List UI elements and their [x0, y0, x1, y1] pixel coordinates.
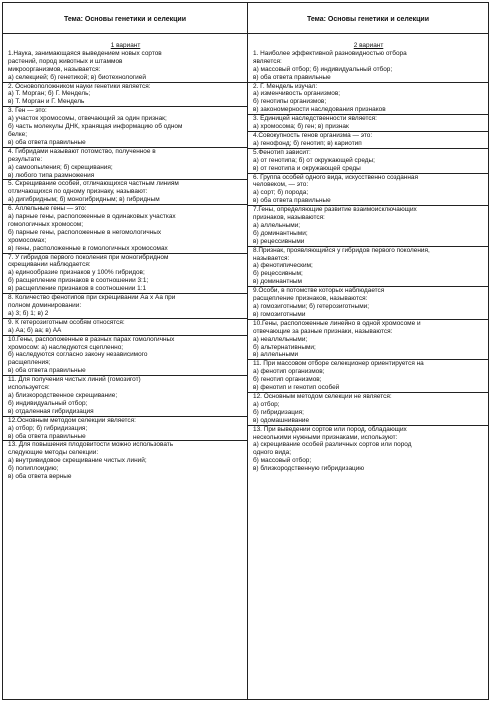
- question-text: 10.Гены, расположенные линейно в одной хромосоме и: [253, 319, 421, 327]
- question-block: [8, 336, 243, 376]
- answer-line: в) гомозиготными: [253, 310, 306, 318]
- answer-line: а) скрещивание особей различных сортов или пород: [253, 441, 412, 449]
- question-text: 11. Для получения чистых линий (гомозигот): [8, 376, 141, 384]
- question-text: 7. У гибридов первого поколения при моногибридном: [8, 253, 169, 261]
- answer-line: б) альтернативными;: [253, 343, 316, 351]
- question-text: 1.Наука, занимающаяся выведением новых сортов: [8, 49, 162, 57]
- answer-line: в) фенотип и генотип особей: [253, 384, 340, 392]
- question-block: [253, 247, 484, 287]
- answer-line: скрещивании наблюдается:: [8, 261, 91, 269]
- question-block: [8, 83, 243, 107]
- answer-line: признаков, называются:: [253, 214, 325, 222]
- question-text: 10.Гены, расположенные в разных парах гомологичных: [8, 335, 175, 343]
- question-text: 13. Для повышения плодовитости можно использовать: [8, 441, 174, 449]
- answer-line: а) селекцией; б) генетикой; в) биотехнологией: [8, 73, 146, 81]
- question-text: 9. К гетерозиготным особям относятся:: [8, 318, 125, 326]
- answer-line: а) самоопыления; б) скрещивания;: [8, 163, 113, 171]
- question-text: 12. Основным методом селекции не является:: [253, 392, 392, 400]
- answer-line: в) аллельными: [253, 351, 299, 359]
- question-block: [253, 115, 484, 131]
- answer-line: б) индивидуальный отбор;: [8, 399, 88, 407]
- variant-1-title: Тема: Основы генетики и селекции: [63, 16, 187, 23]
- answer-line: в) расщепление признаков в соотношении 1:1: [8, 285, 147, 293]
- answer-line: расщепления;: [8, 359, 51, 367]
- answer-line: а) парные гены, расположенные в одинаковых участках: [8, 213, 176, 221]
- answer-line: гомологичных хромосом;: [8, 220, 84, 228]
- answer-line: в) любого типа размножения: [8, 171, 95, 179]
- variant-2-content: [253, 42, 484, 473]
- answer-line: хромосомах;: [8, 236, 47, 244]
- answer-line: а) аллельными;: [253, 221, 301, 229]
- question-text: 4.Совокупность генов организма — это:: [253, 131, 373, 139]
- question-block: [253, 149, 484, 173]
- answer-line: а) отбор;: [253, 400, 280, 408]
- question-block: [8, 417, 243, 441]
- question-block: [8, 376, 243, 416]
- question-block: [253, 50, 484, 82]
- answer-line: а) массовый отбор; б) индивидуальный отбор;: [253, 65, 393, 73]
- question-text: 7.Гены, определяющие развитие взаимоисключающих: [253, 206, 417, 214]
- answer-line: а) единообразие признаков у 100% гибридов;: [8, 269, 145, 277]
- answer-line: в) оба ответа правильные: [8, 367, 86, 375]
- question-text: 2. Основоположником науки генетики является:: [8, 82, 151, 90]
- answer-line: б) рецессивным;: [253, 270, 303, 278]
- answer-line: в) оба ответа правильные: [8, 138, 86, 146]
- question-text: 11. При массовом отборе селекционер ориентируется на: [253, 360, 424, 368]
- answer-line: в) отдаленная гибридизация: [8, 407, 94, 415]
- question-block: [253, 287, 484, 319]
- question-text: 1. Наиболее эффективной разновидностью отбора: [253, 49, 407, 57]
- answer-line: б) парные гены, расположенные в негомологичных: [8, 228, 162, 236]
- answer-line: расщепление признаков, называются:: [253, 295, 368, 303]
- answer-line: в) Т. Морган и Г. Мендель: [8, 98, 85, 106]
- variant-2-title: Тема: Основы генетики и селекции: [306, 16, 430, 23]
- answer-line: в) оба ответа правильные: [253, 73, 331, 81]
- answer-line: полном доминировании:: [8, 302, 82, 309]
- answer-line: а) изменчивость организмов;: [253, 90, 341, 98]
- answer-line: в) оба ответа верные: [8, 473, 72, 481]
- answer-line: а) 3; б) 1; в) 2: [8, 309, 49, 317]
- answer-line: отвечающие за разные признаки, называются:: [253, 327, 393, 335]
- question-text: 8. Количество фенотипов при скрещивании Аа х Аа при: [8, 294, 176, 302]
- answer-line: следующие методы селекции:: [8, 449, 99, 457]
- question-block: [253, 132, 484, 148]
- question-block: [8, 294, 243, 318]
- answer-line: б) полиплоидию;: [8, 465, 59, 473]
- answer-line: называется:: [253, 254, 290, 262]
- answer-line: а) Т. Морган; б) Г. Мендель;: [8, 90, 91, 98]
- question-block: [8, 254, 243, 294]
- answer-line: а) от генотипа; б) от окружающей среды;: [253, 156, 375, 164]
- answer-line: а) неаллельными;: [253, 335, 308, 343]
- answer-line: микроорганизмов, называется:: [8, 65, 101, 73]
- answer-line: а) фенотип организмов;: [253, 368, 325, 376]
- answer-line: а) гомозиготными; б) гетерозиготными;: [253, 303, 370, 310]
- question-block: [253, 360, 484, 392]
- answer-line: б) генотипы организмов;: [253, 98, 327, 106]
- answer-line: б) расщепление признаков в соотношении 3:1;: [8, 277, 149, 285]
- answer-line: а) сорт; б) порода;: [253, 189, 309, 197]
- question-block: [8, 148, 243, 180]
- answer-line: растений, пород животных и штаммов: [8, 57, 123, 65]
- answer-line: а) внутривидовое скрещивание чистых линий;: [8, 457, 147, 465]
- answer-line: в) доминантным: [253, 278, 302, 286]
- question-block: [253, 174, 484, 206]
- answer-line: в) близкородственную гибридизацию: [253, 465, 365, 473]
- answer-line: б) часть молекулы ДНК, хранящая информацию об одном: [8, 123, 183, 131]
- answer-line: в) одомашнивание: [253, 416, 310, 424]
- answer-line: а) Аа; б) аа; в) АА: [8, 326, 62, 334]
- answer-line: результате:: [8, 155, 43, 163]
- answer-line: отличающихся по одному признаку, называют:: [8, 188, 148, 196]
- question-block: [253, 83, 484, 115]
- answer-line: а) участок хромосомы, отвечающий за один признак;: [8, 115, 167, 123]
- question-text: 8.Признак, проявляющийся у гибридов первого поколения,: [253, 246, 430, 254]
- answer-line: белке;: [8, 130, 27, 138]
- answer-line: несколькими нужными признаками, используют:: [253, 433, 398, 441]
- question-text: 3. Ген — это:: [8, 107, 47, 115]
- question-block: [253, 206, 484, 246]
- question-block: [253, 426, 484, 473]
- question-text: 13. При выведении сортов или пород, обладающих: [253, 425, 407, 433]
- answer-line: а) дигибридным; б) моногибридным; в) гибридным: [8, 196, 160, 204]
- question-text: 4. Гибридами называют потомство, полученное в: [8, 147, 156, 155]
- variant-1-label: 1 вариант: [110, 42, 141, 49]
- test-sheet: [2, 2, 489, 700]
- question-block: [8, 441, 243, 481]
- answer-line: одного вида;: [253, 449, 292, 457]
- answer-line: б) массовый отбор;: [253, 457, 312, 465]
- question-block: [8, 180, 243, 204]
- question-text: 9.Особи, в потомстве которых наблюдается: [253, 287, 385, 295]
- answer-line: а) фенотипическим;: [253, 262, 313, 270]
- question-block: [8, 50, 243, 82]
- answer-line: в) оба ответа правильные: [8, 432, 86, 440]
- answer-line: человеком, — это:: [253, 181, 309, 189]
- answer-line: а) близкородственное скрещивание;: [8, 391, 118, 399]
- question-text: 2. Г. Мендель изучал:: [253, 82, 318, 90]
- answer-line: а) отбор; б) гибридизация;: [8, 424, 88, 432]
- question-block: [8, 107, 243, 147]
- answer-line: используется:: [8, 384, 50, 392]
- answer-line: в) гены, расположенные в гомологичных хромосомах: [8, 244, 168, 252]
- answer-line: в) оба ответа правильные: [253, 197, 331, 205]
- answer-line: в) рецессивными: [253, 237, 305, 245]
- answer-line: а) хромосома; б) ген; в) признак: [253, 123, 349, 131]
- answer-line: а) генофонд; б) генотип; в) кариотип: [253, 139, 362, 147]
- variant-1-content: [8, 42, 243, 481]
- answer-line: является:: [253, 57, 282, 65]
- answer-line: б) доминантными;: [253, 229, 308, 237]
- answer-line: в) закономерности наследования признаков: [253, 106, 386, 114]
- answer-line: хромосом: а) наследуются сцепленно;: [8, 343, 124, 351]
- column-divider: [247, 3, 248, 699]
- question-text: 6. Группа особей одного вида, искусственно созданная: [253, 173, 418, 181]
- question-text: 6. Аллельные гены — это:: [8, 205, 87, 213]
- question-text: 12.Основным методом селекции является:: [8, 416, 136, 424]
- answer-line: б) генотип организмов;: [253, 376, 322, 384]
- answer-line: б) наследуются согласно закону независимого: [8, 351, 148, 359]
- answer-line: б) гибридизация;: [253, 408, 304, 416]
- answer-line: в) от генотипа и окружающей среды: [253, 164, 361, 172]
- question-block: [8, 205, 243, 252]
- question-text: 5. Скрещивание особей, отличающихся частным линиям: [8, 180, 179, 188]
- question-block: [253, 320, 484, 360]
- question-text: 3. Единицей наследственности является:: [253, 115, 377, 123]
- question-text: 5.Фенотип зависит:: [253, 148, 311, 156]
- question-block: [253, 393, 484, 425]
- variant-2-label: 2 вариант: [353, 42, 384, 49]
- question-block: [8, 319, 243, 335]
